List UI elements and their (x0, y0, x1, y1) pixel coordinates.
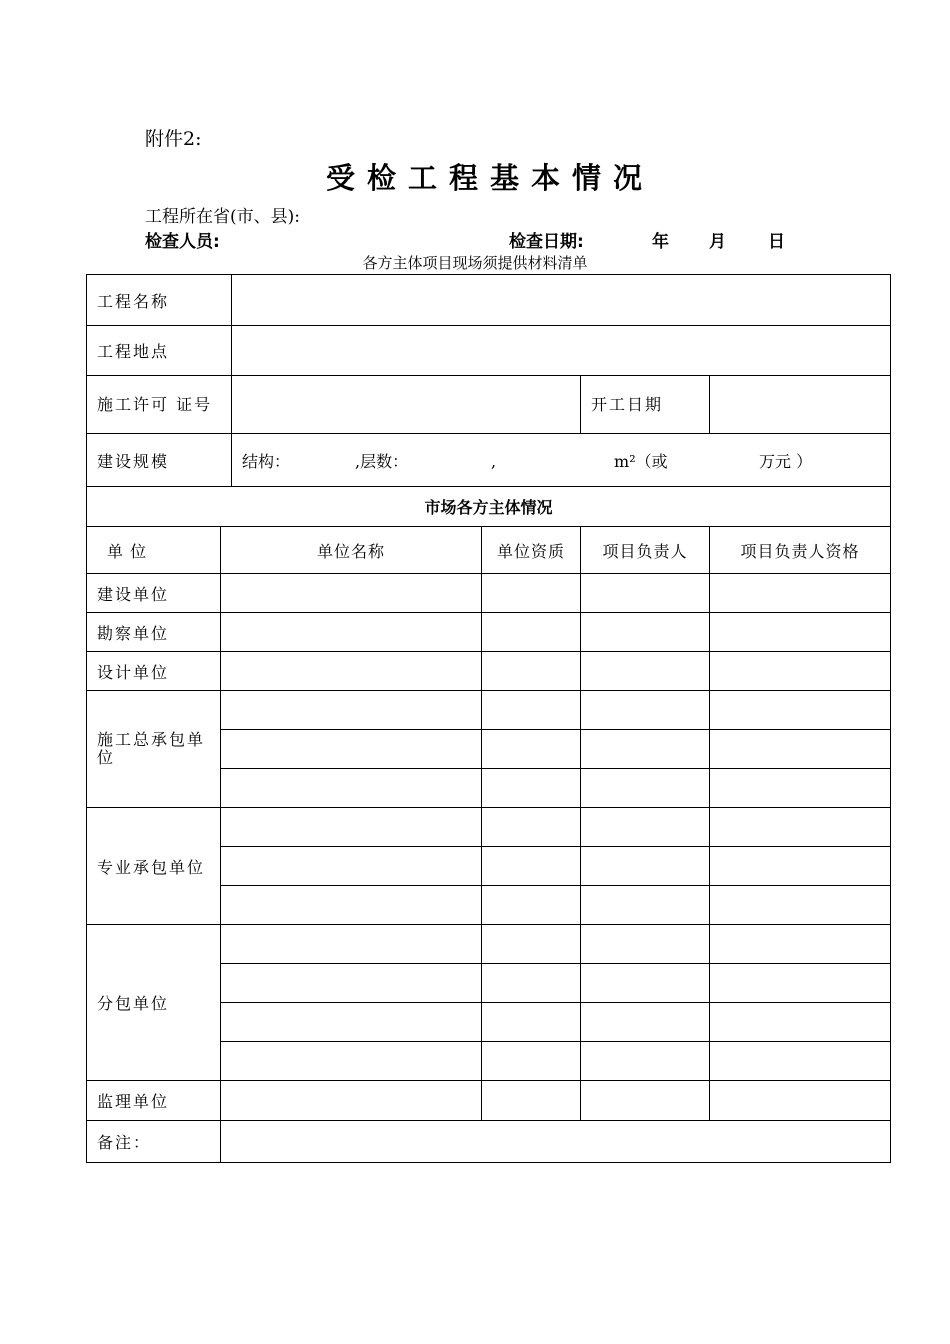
manager-cell[interactable] (581, 769, 710, 808)
date-month-label: 月 (709, 232, 726, 252)
manager-cell[interactable] (581, 691, 710, 730)
unit-name-cell[interactable] (221, 652, 482, 691)
qualification-cell[interactable] (482, 925, 581, 964)
table-row (87, 652, 891, 691)
project-name-label: 工程名称 (87, 275, 232, 326)
table-row (87, 613, 891, 652)
qualification-cell[interactable] (482, 847, 581, 886)
manager-qualification-cell[interactable] (710, 847, 891, 886)
money-unit: 万元 ） (759, 451, 813, 471)
qualification-cell[interactable] (482, 808, 581, 847)
unit-name-cell[interactable] (221, 769, 482, 808)
market-section-title: 市场各方主体情况 (87, 487, 891, 527)
remarks-field[interactable] (221, 1121, 891, 1163)
unit-subcontractor-label: 分包单位 (87, 925, 221, 1081)
qualification-cell[interactable] (482, 1003, 581, 1042)
unit-name-cell[interactable] (221, 691, 482, 730)
table-row (87, 574, 891, 613)
project-location-label: 工程地点 (87, 326, 232, 376)
manager-cell[interactable] (581, 1042, 710, 1081)
manager-cell[interactable] (581, 574, 710, 613)
col-unit-name-header: 单位名称 (221, 527, 482, 574)
unit-name-cell[interactable] (221, 847, 482, 886)
unit-name-cell[interactable] (221, 886, 482, 925)
manager-cell[interactable] (581, 808, 710, 847)
manager-qualification-cell[interactable] (710, 886, 891, 925)
qualification-cell[interactable] (482, 613, 581, 652)
unit-name-cell[interactable] (221, 925, 482, 964)
attachment-label: 附件2: (145, 128, 202, 150)
province-label: 工程所在省(市、县): (145, 207, 300, 227)
manager-qualification-cell[interactable] (710, 1081, 891, 1121)
scale-comma: , (491, 451, 497, 471)
col-qualification-header: 单位资质 (482, 527, 581, 574)
manager-qualification-cell[interactable] (710, 1003, 891, 1042)
unit-name-cell[interactable] (221, 1042, 482, 1081)
unit-specialty-contractor-label: 专业承包单位 (87, 808, 221, 925)
manager-cell[interactable] (581, 730, 710, 769)
manager-cell[interactable] (581, 652, 710, 691)
table-row (87, 1081, 891, 1121)
table-row (87, 808, 891, 847)
manager-cell[interactable] (581, 964, 710, 1003)
qualification-cell[interactable] (482, 730, 581, 769)
inspector-label: 检查人员: (145, 232, 220, 252)
manager-qualification-cell[interactable] (710, 574, 891, 613)
date-day-label: 日 (768, 232, 785, 252)
inspection-date-label: 检查日期: (509, 232, 584, 252)
unit-survey-label: 勘察单位 (87, 613, 221, 652)
permit-field[interactable] (232, 376, 581, 434)
manager-qualification-cell[interactable] (710, 1042, 891, 1081)
project-location-field[interactable] (232, 326, 891, 376)
manager-cell[interactable] (581, 925, 710, 964)
manager-cell[interactable] (581, 847, 710, 886)
qualification-cell[interactable] (482, 1081, 581, 1121)
table-row (87, 691, 891, 730)
structure-label: 结构： (242, 451, 291, 471)
project-info-table (86, 274, 891, 1163)
floors-label: ,层数： (355, 451, 409, 471)
qualification-cell[interactable] (482, 886, 581, 925)
qualification-cell[interactable] (482, 964, 581, 1003)
col-manager-qualification-header: 项目负责人资格 (710, 527, 891, 574)
qualification-cell[interactable] (482, 574, 581, 613)
manager-cell[interactable] (581, 613, 710, 652)
date-year-label: 年 (652, 232, 669, 252)
qualification-cell[interactable] (482, 769, 581, 808)
unit-name-cell[interactable] (221, 1003, 482, 1042)
qualification-cell[interactable] (482, 652, 581, 691)
qualification-cell[interactable] (482, 1042, 581, 1081)
remarks-label: 备注： (87, 1121, 221, 1163)
unit-name-cell[interactable] (221, 574, 482, 613)
start-date-label: 开工日期 (581, 376, 710, 434)
table-row (87, 925, 891, 964)
manager-qualification-cell[interactable] (710, 652, 891, 691)
unit-name-cell[interactable] (221, 730, 482, 769)
manager-cell[interactable] (581, 1003, 710, 1042)
manager-qualification-cell[interactable] (710, 769, 891, 808)
page-title: 受检工程基本情况 (325, 161, 654, 195)
project-name-field[interactable] (232, 275, 891, 326)
manager-qualification-cell[interactable] (710, 613, 891, 652)
unit-design-label: 设计单位 (87, 652, 221, 691)
manager-qualification-cell[interactable] (710, 925, 891, 964)
unit-general-contractor-label: 施工总承包单位 (87, 691, 221, 808)
unit-name-cell[interactable] (221, 808, 482, 847)
permit-label: 施工许可 证号 (87, 376, 232, 434)
qualification-cell[interactable] (482, 691, 581, 730)
scale-field[interactable] (232, 434, 891, 487)
manager-cell[interactable] (581, 1081, 710, 1121)
manager-qualification-cell[interactable] (710, 808, 891, 847)
unit-construction-label: 建设单位 (87, 574, 221, 613)
list-title: 各方主体项目现场须提供材料清单 (362, 254, 588, 272)
unit-supervision-label: 监理单位 (87, 1081, 221, 1121)
manager-qualification-cell[interactable] (710, 691, 891, 730)
col-manager-header: 项目负责人 (581, 527, 710, 574)
area-unit: m²（或 (614, 451, 668, 471)
manager-cell[interactable] (581, 886, 710, 925)
scale-label: 建设规模 (87, 434, 232, 487)
manager-qualification-cell[interactable] (710, 730, 891, 769)
unit-name-cell[interactable] (221, 613, 482, 652)
unit-name-cell[interactable] (221, 1081, 482, 1121)
start-date-field[interactable] (710, 376, 891, 434)
manager-qualification-cell[interactable] (710, 964, 891, 1003)
unit-name-cell[interactable] (221, 964, 482, 1003)
col-unit-header: 单 位 (87, 527, 221, 574)
